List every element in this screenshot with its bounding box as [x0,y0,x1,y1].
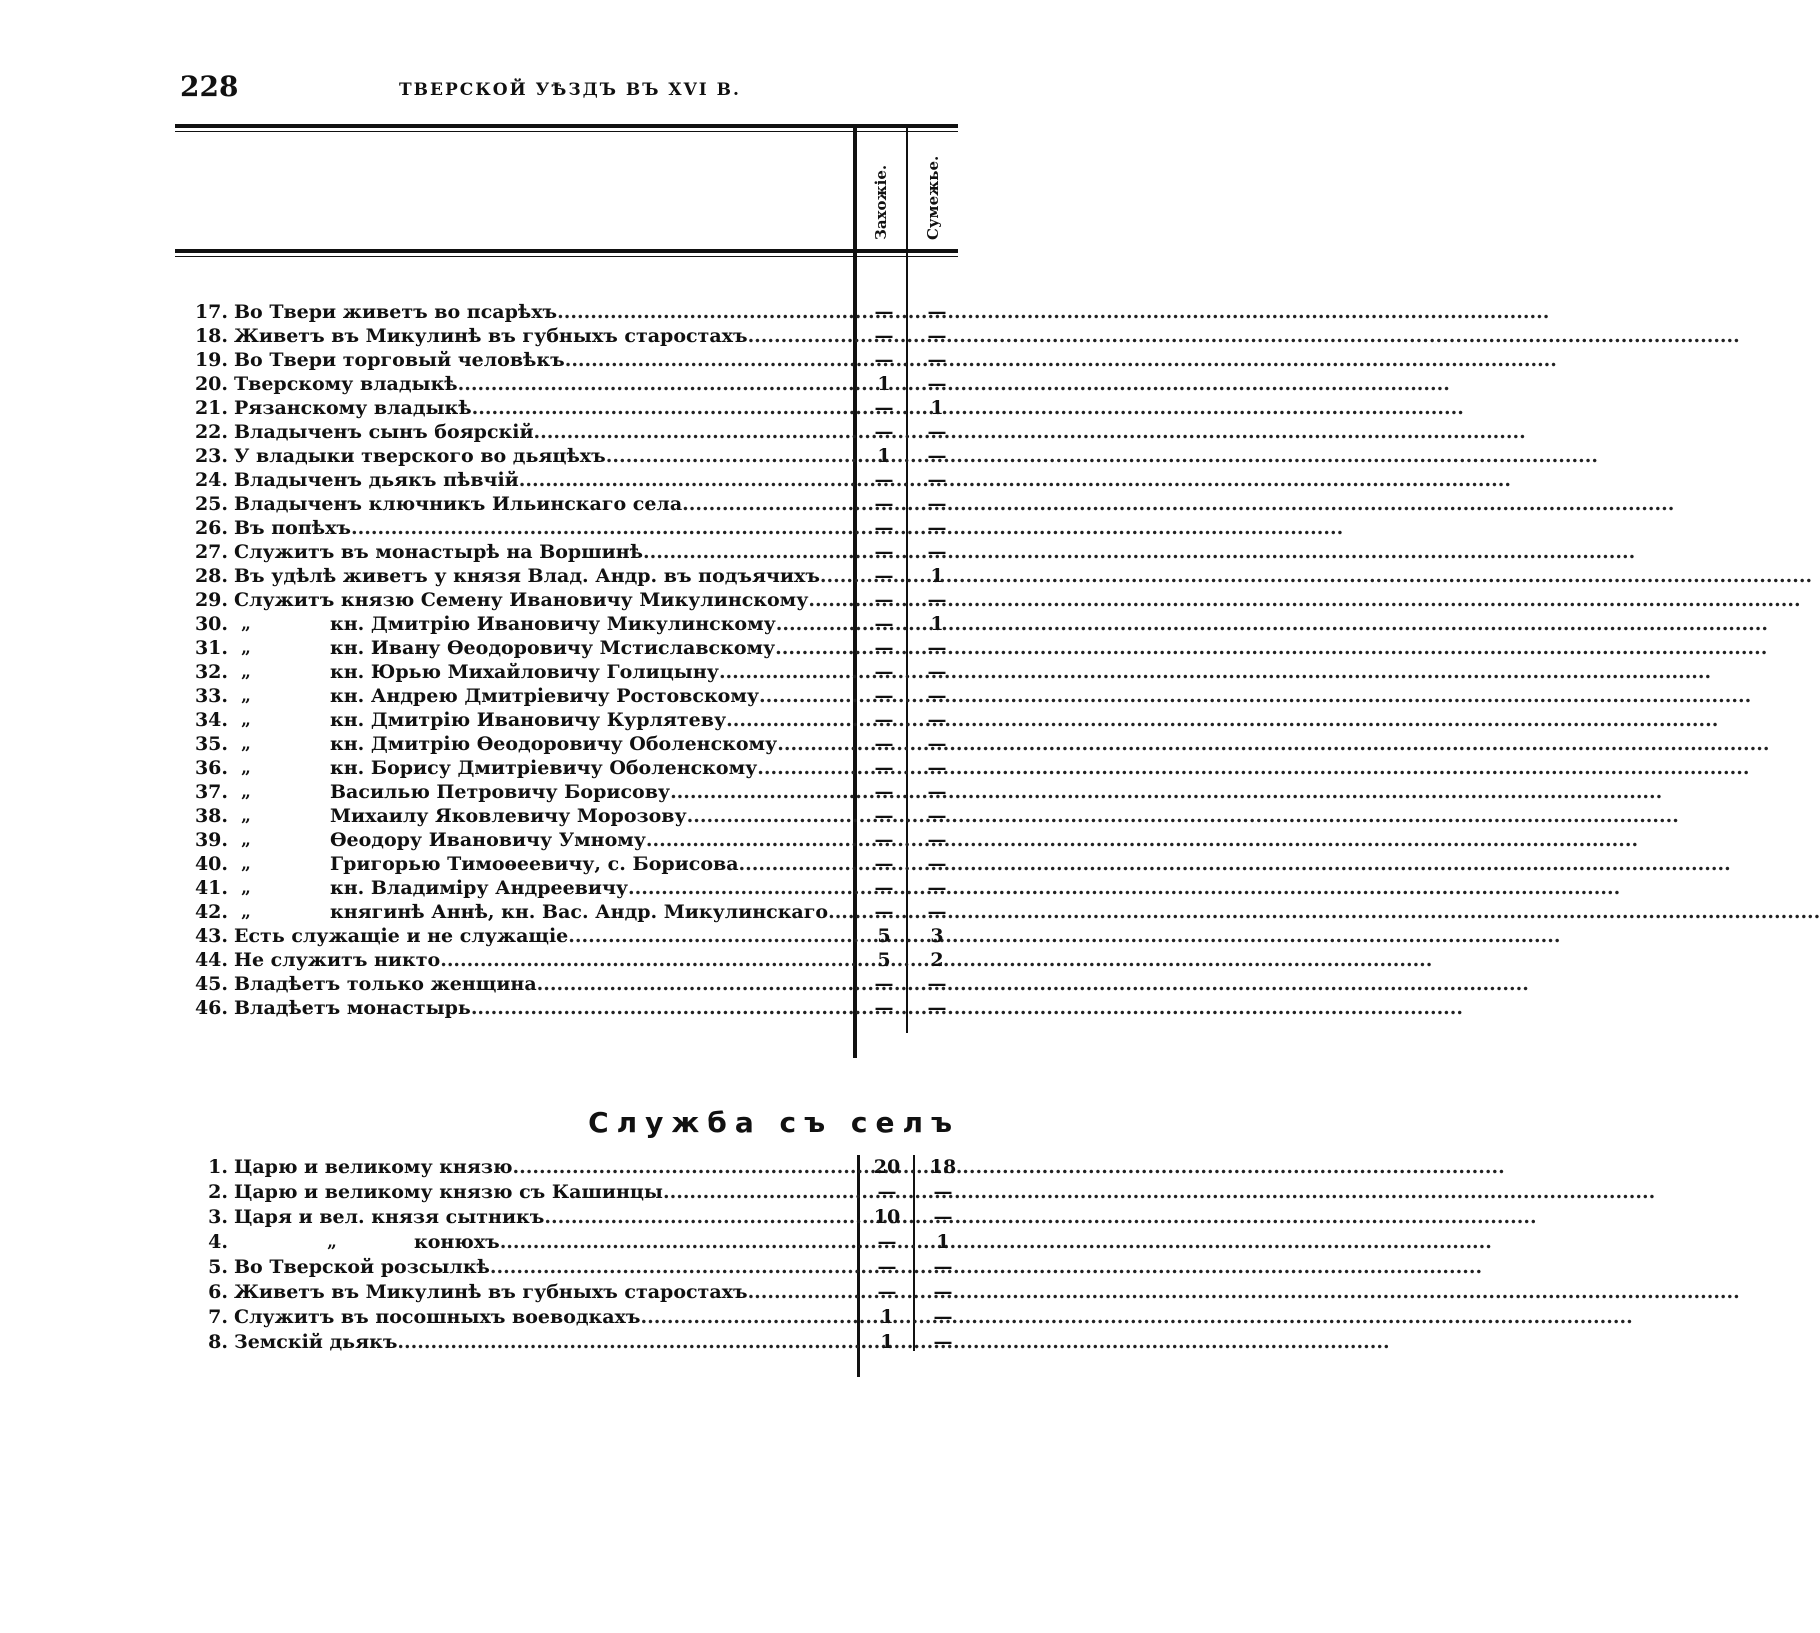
value-col1: — [874,781,894,803]
value-col2: — [933,1331,953,1353]
table-row: 1. Царю и великому князю ..... [180,1155,880,1179]
value-col1: — [874,469,894,491]
ditto-mark: „ [241,734,251,754]
value-col1: — [877,1281,897,1303]
table-row: 31. „ кн. Ивану Ѳеодоровичу Мстиславскому ..... [180,636,880,660]
value-col2: 1 [930,565,944,587]
value-col2: — [927,805,947,827]
value-col2: — [927,517,947,539]
running-title: ТВЕРСКОЙ УѢЗДЪ ВЪ XVI В. [399,80,741,100]
value-col2: 1 [930,613,944,635]
value-col1: 20 [873,1156,901,1178]
table-row: 40. „ Григорью Тимоѳеевичу, с. Борисова ..... [180,852,880,876]
ditto-mark: „ [241,830,251,850]
value-col2: 1 [936,1231,950,1253]
value-col2: — [927,661,947,683]
value-col1: — [877,1181,897,1203]
value-col2: — [927,997,947,1019]
value-col1: — [877,1256,897,1278]
value-col1: — [874,589,894,611]
value-col1: 1 [877,373,891,395]
value-col2: — [927,349,947,371]
table-row: 35. „ кн. Дмитрію Ѳеодоровичу Оболенскому ..... [180,732,880,756]
value-col2: — [927,685,947,707]
table-row: 18. Живетъ въ Микулинѣ въ губныхъ старостахъ ..... [180,324,880,348]
value-col2: — [927,445,947,467]
value-col1: 1 [880,1331,894,1353]
table-row: 32. „ кн. Юрью Михайловичу Голицыну ..... [180,660,880,684]
table-row: 37. „ Василью Петровичу Борисову ..... [180,780,880,804]
value-col1: — [874,637,894,659]
ditto-mark: „ [327,1232,337,1252]
column-header-2: Сумежье. [924,155,942,240]
value-col1: — [874,805,894,827]
value-col2: — [933,1256,953,1278]
value-col2: — [933,1281,953,1303]
ditto-mark: „ [241,638,251,658]
value-col2: — [927,301,947,323]
value-col1: — [874,613,894,635]
table-row: 44. Не служитъ никто ..... [180,948,880,972]
ditto-mark: „ [241,782,251,802]
table-row: 43. Есть служащіе и не служащіе ..... [180,924,880,948]
ditto-mark: „ [241,878,251,898]
value-col2: — [927,493,947,515]
table-row: 38. „ Михаилу Яковлевичу Морозову ..... [180,804,880,828]
value-col2: — [927,469,947,491]
value-col1: — [874,829,894,851]
value-col1: — [874,517,894,539]
table-row: 29. Служитъ князю Семену Ивановичу Микулинскому ..... [180,588,880,612]
value-col1: — [874,325,894,347]
header-rule-top-thick [175,124,958,128]
value-col2: — [927,781,947,803]
table-row: 34. „ кн. Дмитрію Ивановичу Курлятеву ..... [180,708,880,732]
table-row: 42. „ княгинѣ Аннѣ, кн. Вас. Андр. Микулинскаго ..... [180,900,880,924]
table-row: 19. Во Твери торговый человѣкъ ..... [180,348,880,372]
ditto-mark: „ [241,686,251,706]
ditto-mark: „ [241,662,251,682]
value-col1: — [874,685,894,707]
table-row: 20. Тверскому владыкѣ ..... [180,372,880,396]
table-row: 45. Владѣетъ только женщина ..... [180,972,880,996]
value-col1: — [874,877,894,899]
value-col2: — [927,901,947,923]
value-col1: — [874,997,894,1019]
value-col1: — [877,1231,897,1253]
header-rule-top-thin [175,131,958,132]
value-col1: 1 [877,445,891,467]
table-row: 26. Въ попѣхъ ..... [180,516,880,540]
value-col1: — [874,541,894,563]
value-col2: — [933,1181,953,1203]
table-row: 5. Во Тверской розсылкѣ ..... [180,1255,880,1279]
ditto-mark: „ [241,614,251,634]
value-col1: 5 [877,949,891,971]
table-row: 24. Владыченъ дьякъ пѣвчій ..... [180,468,880,492]
value-col1: — [874,349,894,371]
table-row: 21. Рязанскому владыкѣ ..... [180,396,880,420]
table-row: 4. „ конюхъ ..... [180,1230,880,1254]
value-col1: — [874,397,894,419]
value-col1: — [874,301,894,323]
section-title: Служба съ селъ [588,1106,960,1139]
table-row: 2. Царю и великому князю съ Кашинцы ..... [180,1180,880,1204]
value-col2: — [927,853,947,875]
value-col1: — [874,493,894,515]
value-col1: — [874,733,894,755]
table-row: 39. „ Ѳеодору Ивановичу Умному ..... [180,828,880,852]
value-col1: 1 [880,1306,894,1328]
value-col1: — [874,421,894,443]
value-col2: 3 [930,925,944,947]
table-row: 8. Земскій дьякъ ..... [180,1330,880,1354]
header-rule-bottom-thick [175,249,958,253]
value-col1: — [874,973,894,995]
value-col1: 10 [873,1206,901,1228]
table-row: 28. Въ удѣлѣ живетъ у князя Влад. Андр. въ подъячихъ ..... [180,564,880,588]
value-col2: — [927,757,947,779]
page-number: 228 [180,70,239,103]
value-col1: — [874,709,894,731]
table-row: 36. „ кн. Борису Дмитріевичу Оболенскому ..... [180,756,880,780]
table-row: 3. Царя и вел. князя сытникъ ..... [180,1205,880,1229]
table-row: 33. „ кн. Андрею Дмитріевичу Ростовскому ..... [180,684,880,708]
value-col1: — [874,901,894,923]
value-col2: 1 [930,397,944,419]
table-row: 27. Служитъ въ монастырѣ на Воршинѣ ..... [180,540,880,564]
table-row: 30. „ кн. Дмитрію Ивановичу Микулинскому ..... [180,612,880,636]
value-col1: — [874,757,894,779]
table-row: 23. У владыки тверского во дьяцѣхъ ..... [180,444,880,468]
table-row: 17. Во Твери живетъ во псарѣхъ ..... [180,300,880,324]
value-col2: — [927,733,947,755]
value-col2: — [927,709,947,731]
value-col2: — [927,877,947,899]
value-col2: — [927,637,947,659]
value-col2: — [927,421,947,443]
value-col1: — [874,565,894,587]
table-row: 22. Владыченъ сынъ боярскій ..... [180,420,880,444]
table-row: 6. Живетъ въ Микулинѣ въ губныхъ старостахъ ..... [180,1280,880,1304]
ditto-mark: „ [241,758,251,778]
value-col2: — [927,973,947,995]
value-col2: — [927,373,947,395]
value-col2: — [927,541,947,563]
ditto-mark: „ [241,902,251,922]
value-col1: 5 [877,925,891,947]
value-col2: 2 [930,949,944,971]
column-header-1: Захожіе. [872,164,890,240]
value-col1: — [874,853,894,875]
value-col2: — [933,1206,953,1228]
value-col2: — [927,325,947,347]
table-row: 25. Владыченъ ключникъ Ильинскаго села ..... [180,492,880,516]
value-col2: — [927,829,947,851]
table-row: 46. Владѣетъ монастырь ..... [180,996,880,1020]
ditto-mark: „ [241,854,251,874]
ditto-mark: „ [241,710,251,730]
value-col2: — [933,1306,953,1328]
header-rule-bottom-thin [175,256,958,257]
table-row: 41. „ кн. Владиміру Андреевичу ..... [180,876,880,900]
value-col2: 18 [929,1156,957,1178]
value-col2: — [927,589,947,611]
value-col1: — [874,661,894,683]
ditto-mark: „ [241,806,251,826]
table-row: 7. Служитъ въ посошныхъ воеводкахъ ..... [180,1305,880,1329]
